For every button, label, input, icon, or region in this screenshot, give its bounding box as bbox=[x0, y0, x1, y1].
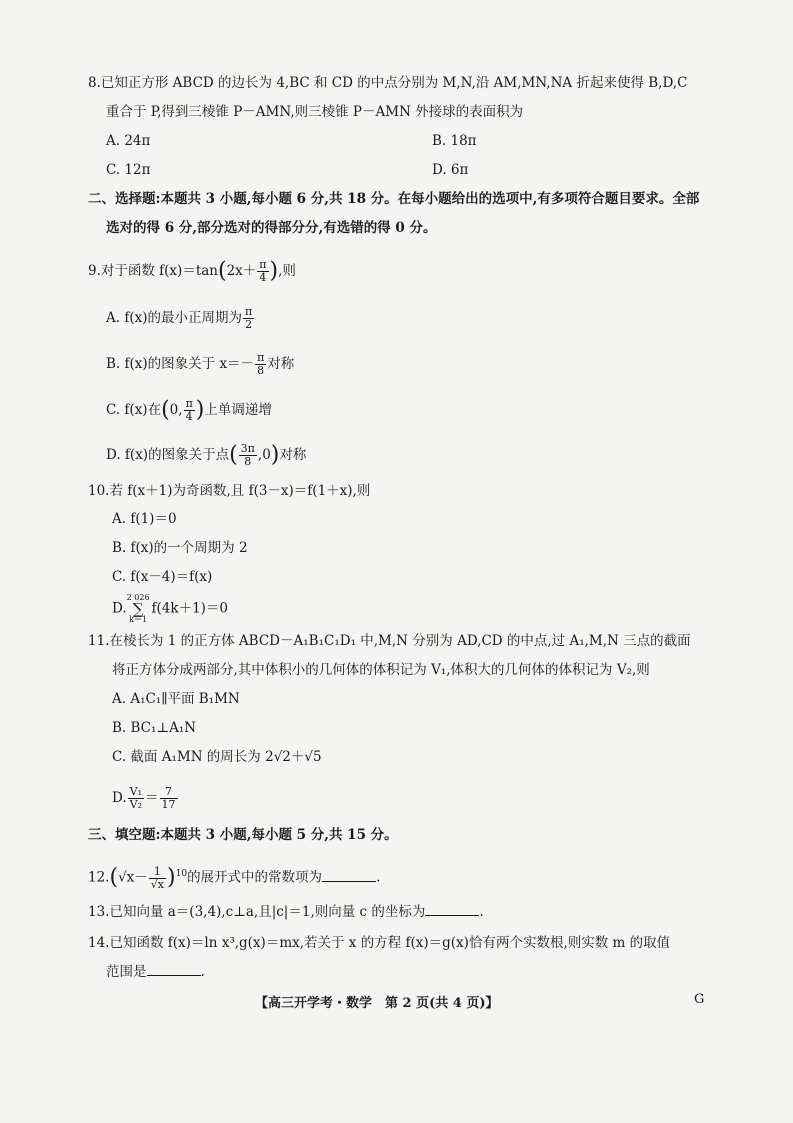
q9-stem-pre: 9.对于函数 f(x)＝tan bbox=[88, 263, 218, 279]
q10-option-a: A. f(1)＝0 bbox=[112, 511, 177, 527]
q9-option-c-fraction: $\frac{\pi}{4}$ bbox=[185, 397, 193, 423]
q10-option-c: C. f(x－4)＝f(x) bbox=[112, 569, 213, 585]
q9-stem-fraction: $\frac{\pi}{4}$ bbox=[259, 258, 267, 284]
q12-stem: 12.(√x－ $\frac{1}{√x}$ )$^{10}$的展开式中的常数项为 . bbox=[88, 864, 381, 891]
q14-stem-line2: 范围是 . bbox=[106, 964, 205, 980]
q9-stem-post: ,则 bbox=[278, 263, 296, 279]
q10-stem: 10.若 f(x＋1)为奇函数,且 f(3－x)＝f(1＋x),则 bbox=[88, 483, 371, 499]
q9-option-d-fraction: $\frac{3\pi}{8}$ bbox=[240, 442, 255, 468]
q9-option-a: A. f(x)的最小正周期为 $\frac{\pi}{2}$ bbox=[106, 305, 253, 331]
q10-option-d: D.2 026 ∑ k＝1f(4k＋1)＝0 bbox=[112, 593, 229, 624]
q11-stem-line2: 将正方体分成两部分,其中体积小的几何体的体积记为 V₁,体积大的几何体的体积记为 V₂,则 bbox=[112, 662, 650, 678]
q11-option-d-value: $\frac{7}{17}$ bbox=[161, 785, 176, 811]
version-mark: G bbox=[694, 992, 705, 1007]
q9-option-c: C. f(x)在(0, $\frac{\pi}{4}$ )上单调递增 bbox=[106, 397, 272, 423]
section2-heading-line2: 选对的得 6 分,部分选对的得部分分,有选错的得 0 分。 bbox=[106, 220, 437, 236]
q11-option-d-volume-ratio: $\frac{\text{V₁}}{\text{V₂}}$ bbox=[129, 785, 142, 811]
q8-option-d: D. 6π bbox=[432, 162, 469, 178]
q9-option-d: D. f(x)的图象关于点( $\frac{3\pi}{8}$ ,0)对称 bbox=[106, 442, 307, 468]
q13-stem: 13.已知向量 a＝(3,4),c⊥a,且|c|＝1,则向量 c 的坐标为 . bbox=[88, 904, 484, 920]
q9-option-b-fraction: $\frac{\pi}{8}$ bbox=[257, 351, 265, 377]
q8-option-c: C. 12π bbox=[106, 162, 151, 178]
q11-option-b: B. BC₁⊥A₁N bbox=[112, 720, 197, 736]
q8-option-b: B. 18π bbox=[432, 133, 477, 149]
q12-fraction: $\frac{1}{√x}$ bbox=[150, 864, 165, 891]
q11-stem-line1: 11.在棱长为 1 的正方体 ABCD－A₁B₁C₁D₁ 中,M,N 分别为 AD,CD 的中点,过 A₁,M,N 三点的截面 bbox=[88, 633, 691, 649]
q14-answer-blank[interactable] bbox=[147, 963, 201, 976]
section3-heading: 三、填空题:本题共 3 小题,每小题 5 分,共 15 分。 bbox=[88, 827, 398, 843]
q11-option-c: C. 截面 A₁MN 的周长为 2√2＋√5 bbox=[112, 749, 322, 765]
page-footer: 【高三开学考・数学 第 2 页(共 4 页)】 bbox=[255, 996, 499, 1011]
q8-option-a: A. 24π bbox=[106, 133, 151, 149]
q12-answer-blank[interactable] bbox=[322, 869, 376, 882]
q10-option-b: B. f(x)的一个周期为 2 bbox=[112, 540, 248, 556]
section2-heading-line1: 二、选择题:本题共 3 小题,每小题 6 分,共 18 分。在每小题给出的选项中,有多项符合题目要求。全部 bbox=[88, 191, 700, 207]
q9-option-b: B. f(x)的图象关于 x＝－ $\frac{\pi}{8}$ 对称 bbox=[106, 351, 295, 377]
q11-option-d: D. $\frac{\text{V₁}}{\text{V₂}}$ ＝ $\frac{7}{17}$ bbox=[112, 785, 176, 811]
q8-stem-line2: 重合于 P,得到三棱锥 P－AMN,则三棱锥 P－AMN 外接球的表面积为 bbox=[106, 104, 524, 120]
q9-option-a-fraction: $\frac{\pi}{2}$ bbox=[244, 305, 253, 331]
q11-option-a: A. A₁C₁∥平面 B₁MN bbox=[112, 691, 240, 707]
q13-answer-blank[interactable] bbox=[425, 903, 479, 916]
q14-stem-line1: 14.已知函数 f(x)＝ln x³,g(x)＝mx,若关于 x 的方程 f(x)＝g(x)恰有两个实数根,则实数 m 的取值 bbox=[88, 935, 671, 951]
q8-stem-line1: 8.已知正方形 ABCD 的边长为 4,BC 和 CD 的中点分别为 M,N,沿 AM,MN,NA 折起来使得 B,D,C bbox=[88, 75, 688, 91]
q10-sum-symbol: 2 026 ∑ k＝1 bbox=[126, 593, 150, 624]
q9-stem-inner: 2x＋ bbox=[226, 263, 257, 279]
q9-stem: 9.对于函数 f(x)＝tan(2x＋ $\frac{\pi}{4}$ ),则 bbox=[88, 258, 296, 284]
